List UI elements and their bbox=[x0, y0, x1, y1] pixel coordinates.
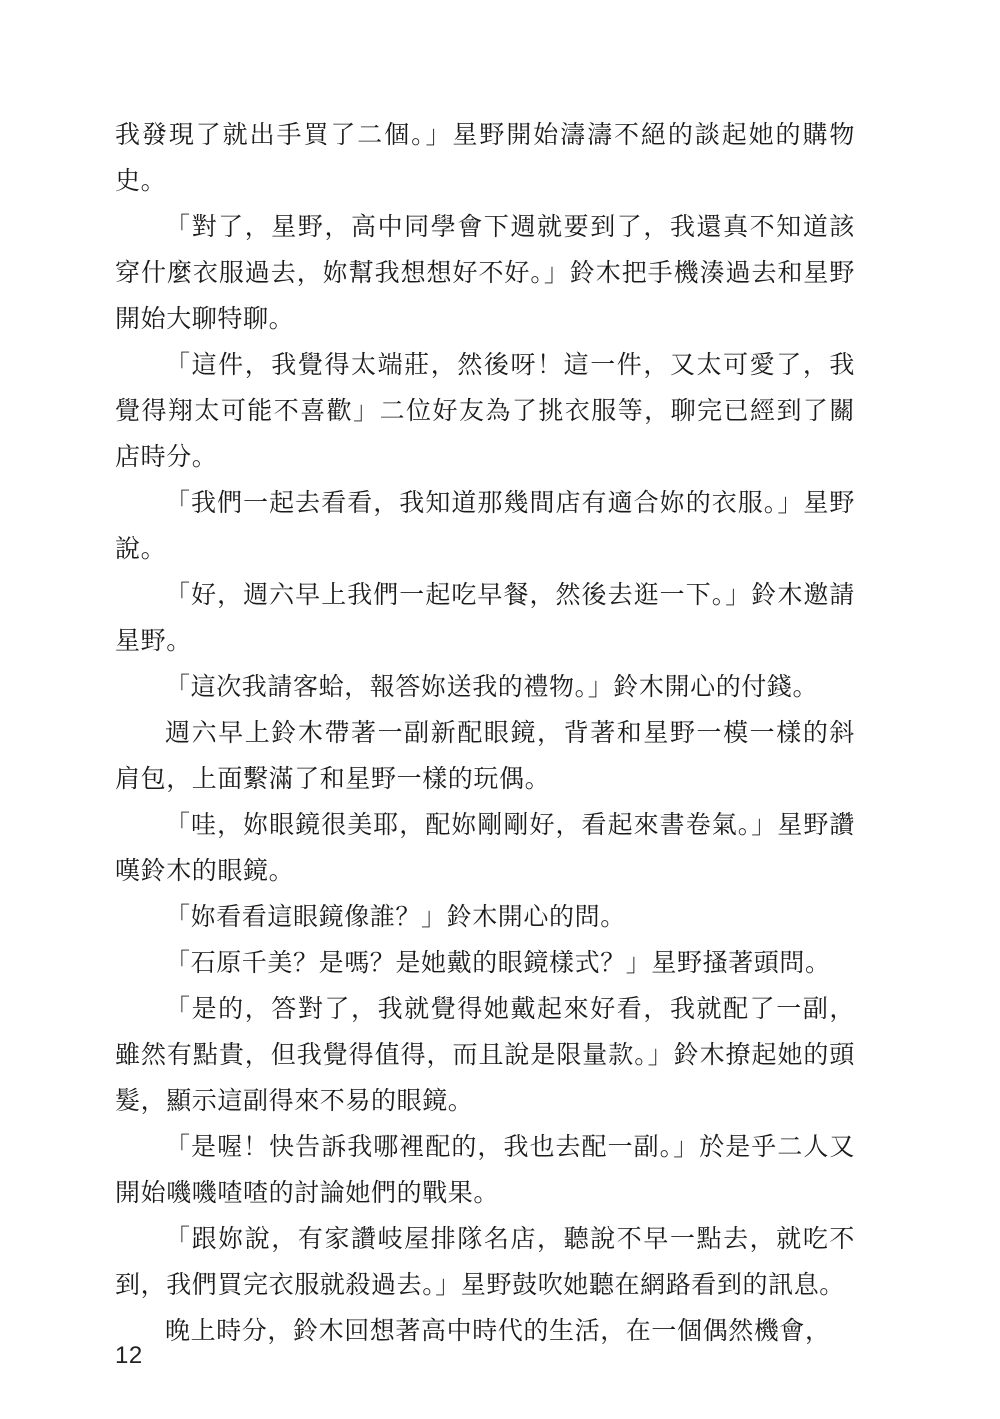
paragraph: 「對了，星野，高中同學會下週就要到了，我還真不知道該穿什麼衣服過去，妳幫我想想好不好。」鈴木把手機湊過去和星野開始大聊特聊。 bbox=[115, 212, 855, 333]
paragraph: 我發現了就出手買了二個。」星野開始濤濤不絕的談起她的購物史。 bbox=[115, 120, 855, 195]
paragraph: 「好，週六早上我們一起吃早餐，然後去逛一下。」鈴木邀請星野。 bbox=[115, 580, 855, 655]
paragraph: 「是喔！快告訴我哪裡配的，我也去配一副。」於是乎二人又開始嘰嘰喳喳的討論她們的戰果。 bbox=[115, 1132, 855, 1207]
paragraph: 「是的，答對了，我就覺得她戴起來好看，我就配了一副，雖然有點貴，但我覺得值得，而且說是限量款。」鈴木撩起她的頭髮，顯示這副得來不易的眼鏡。 bbox=[115, 994, 855, 1115]
paragraph: 週六早上鈴木帶著一副新配眼鏡，背著和星野一模一樣的斜肩包，上面繫滿了和星野一樣的玩偶。 bbox=[115, 718, 855, 793]
paragraph: 「哇，妳眼鏡很美耶，配妳剛剛好，看起來書卷氣。」星野讚嘆鈴木的眼鏡。 bbox=[115, 810, 855, 885]
body-text bbox=[115, 112, 855, 1354]
paragraph: 「這次我請客蛤，報答妳送我的禮物。」鈴木開心的付錢。 bbox=[165, 672, 819, 701]
paragraph: 「石原千美？是嗎？是她戴的眼鏡樣式？」星野搔著頭問。 bbox=[165, 948, 831, 977]
paragraph: 「跟妳說，有家讚岐屋排隊名店，聽說不早一點去，就吃不到，我們買完衣服就殺過去。」星野鼓吹她聽在網路看到的訊息。 bbox=[115, 1224, 855, 1299]
paragraph: 「妳看看這眼鏡像誰？」鈴木開心的問。 bbox=[165, 902, 626, 931]
paragraph: 晚上時分，鈴木回想著高中時代的生活，在一個偶然機會， bbox=[165, 1316, 831, 1345]
page-number: 12 bbox=[115, 1342, 143, 1369]
paragraph: 「這件，我覺得太端莊，然後呀！這一件，又太可愛了，我覺得翔太可能不喜歡」二位好友為了挑衣服等，聊完已經到了關店時分。 bbox=[115, 350, 855, 471]
paragraph: 「我們一起去看看，我知道那幾間店有適合妳的衣服。」星野說。 bbox=[115, 488, 855, 563]
